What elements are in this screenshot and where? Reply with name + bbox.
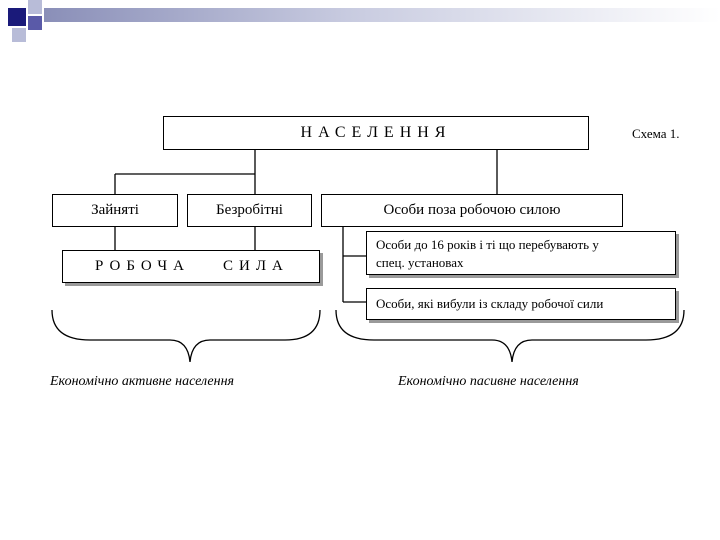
employed-box: [52, 194, 178, 227]
under16-line1: Особи до 16 років і ті що перебувають у: [376, 237, 599, 252]
employed-label: Зайняті: [91, 202, 139, 218]
labor-force-right: СИЛА: [223, 258, 289, 274]
passive-population-label: Економічно пасивне населення: [398, 374, 579, 389]
dropped-out-box: [366, 288, 676, 320]
brace-active: [52, 310, 320, 362]
dropped-out-label: Особи, які вибули із складу робочої сили: [376, 296, 604, 311]
scheme-caption: Схема 1.: [632, 126, 680, 141]
active-population-label: Економічно активне населення: [50, 374, 235, 389]
population-box: [163, 116, 589, 150]
under16-box: [366, 231, 676, 275]
unemployed-label: Безробітні: [216, 202, 283, 218]
under16-line2: спец. установах: [376, 255, 464, 270]
outside-labor-label: Особи поза робочою силою: [383, 202, 561, 218]
labor-force-box: [62, 250, 320, 283]
population-title: НАСЕЛЕННЯ: [300, 124, 452, 141]
unemployed-box: [187, 194, 312, 227]
outside-labor-box: [321, 194, 623, 227]
labor-force-left: РОБОЧА: [95, 258, 190, 274]
